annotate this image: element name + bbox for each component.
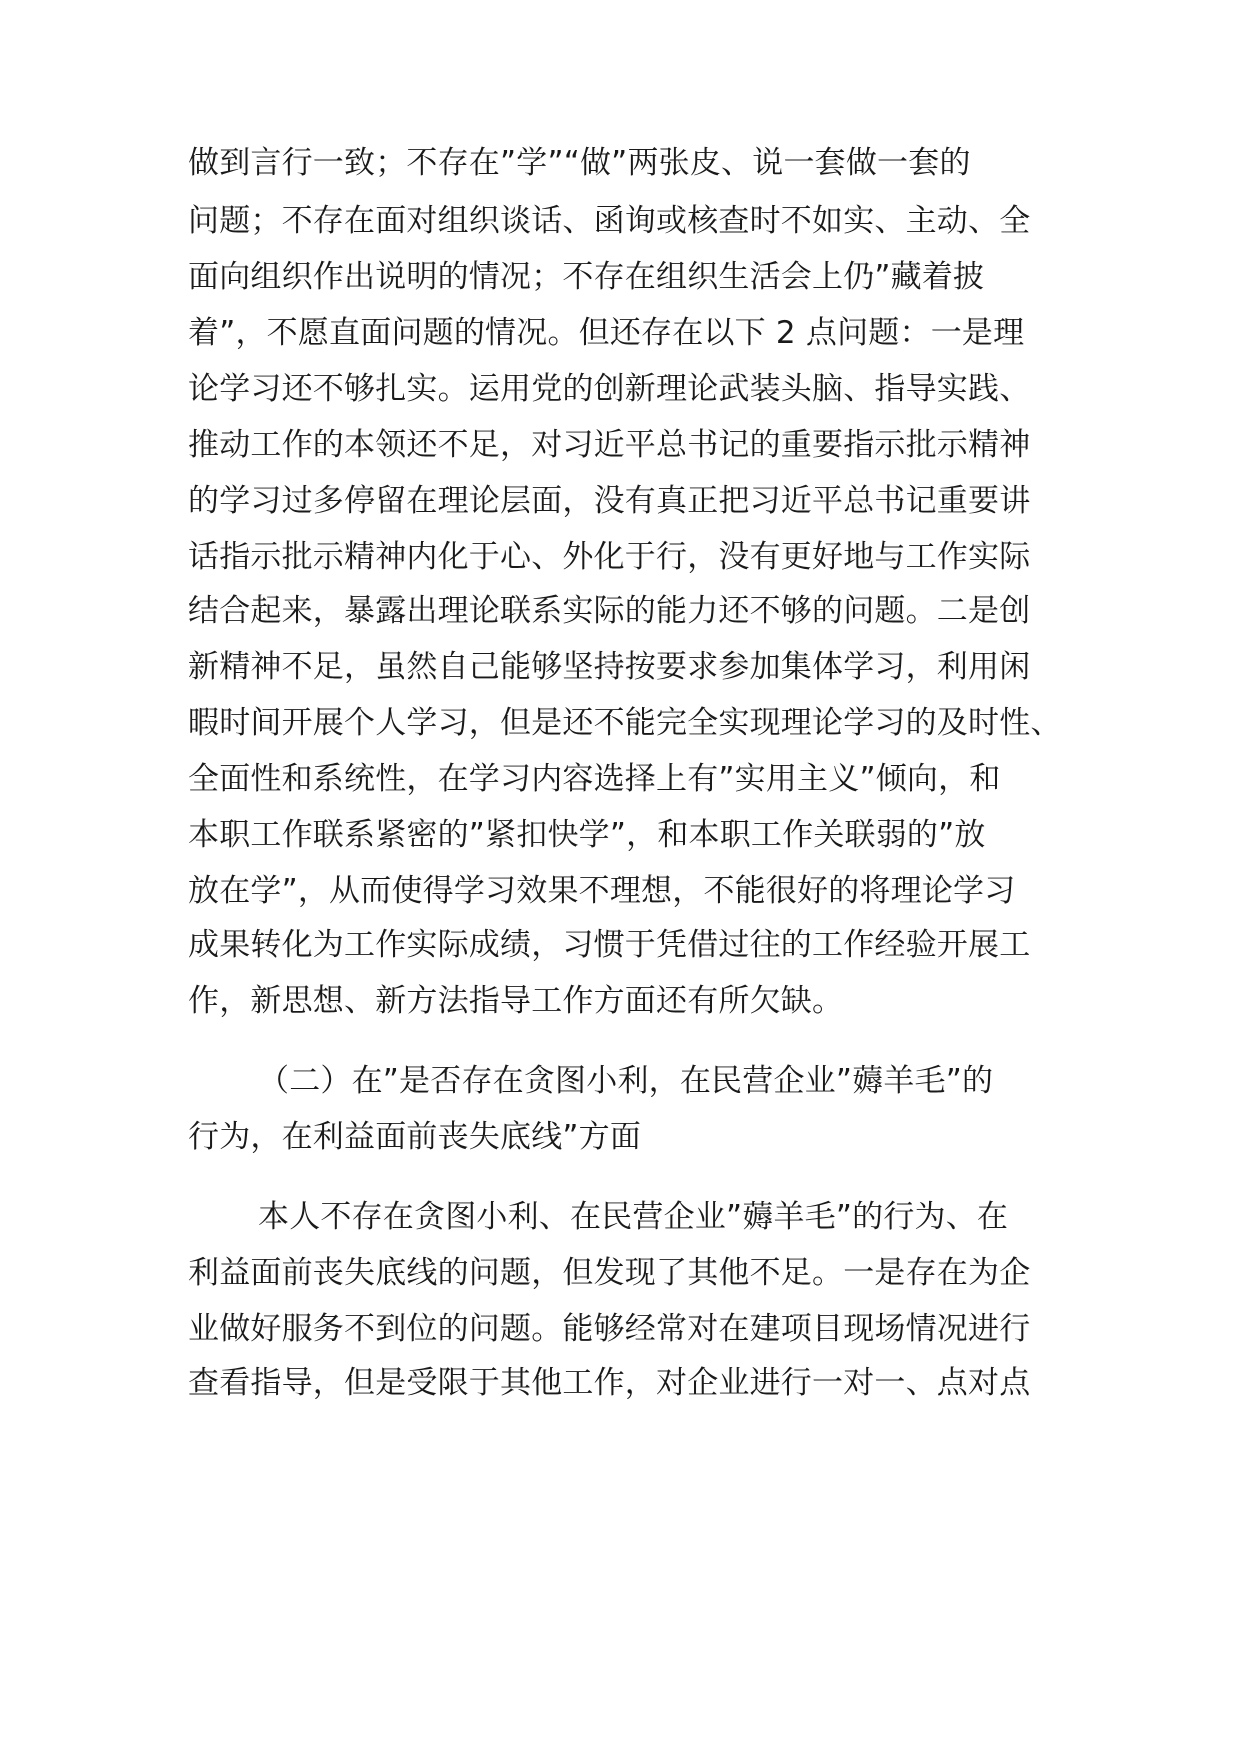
paragraph1-line-6: 推动工作的本领还不足，对习近平总书记的重要指示批示精神 <box>188 427 1031 463</box>
paragraph1-line-16: 作，新思想、新方法指导工作方面还有所欠缺。 <box>188 983 844 1019</box>
paragraph2-line-4: 查看指导，但是受限于其他工作，对企业进行一对一、点对点 <box>188 1365 1031 1401</box>
paragraph1-line-3: 面向组织作出说明的情况；不存在组织生活会上仍”藏着披 <box>188 259 985 295</box>
paragraph1-line-1: 做到言行一致；不存在”学”“做”两张皮、说一套做一套的 <box>188 145 971 181</box>
section-heading-line-1: （二）在”是否存在贪图小利，在民营企业”薅羊毛”的 <box>258 1063 994 1099</box>
paragraph1-line-8: 话指示批示精神内化于心、外化于行，没有更好地与工作实际 <box>188 539 1031 575</box>
paragraph1-line-7: 的学习过多停留在理论层面，没有真正把习近平总书记重要讲 <box>188 483 1031 519</box>
paragraph1-line-4: 着”，不愿直面问题的情况。但还存在以下 2 点问题：一是理 <box>188 315 1025 351</box>
paragraph1-line-9: 结合起来，暴露出理论联系实际的能力还不够的问题。二是创 <box>188 593 1031 629</box>
paragraph1-line-12: 全面性和系统性，在学习内容选择上有”实用主义”倾向，和 <box>188 761 1001 797</box>
paragraph1-line-14: 放在学”，从而使得学习效果不理想，不能很好的将理论学习 <box>188 873 1016 909</box>
paragraph1-line-2: 问题；不存在面对组织谈话、函询或核查时不如实、主动、全 <box>188 203 1031 239</box>
paragraph1-line-15: 成果转化为工作实际成绩，习惯于凭借过往的工作经验开展工 <box>188 927 1031 963</box>
paragraph1-line-10: 新精神不足，虽然自己能够坚持按要求参加集体学习，利用闲 <box>188 649 1031 685</box>
paragraph1-line-5: 论学习还不够扎实。运用党的创新理论武装头脑、指导实践、 <box>188 371 1031 407</box>
paragraph2-line-3: 业做好服务不到位的问题。能够经常对在建项目现场情况进行 <box>188 1311 1031 1347</box>
section-heading-line-2: 行为，在利益面前丧失底线”方面 <box>188 1119 642 1155</box>
paragraph1-line-13: 本职工作联系紧密的”紧扣快学”，和本职工作关联弱的”放 <box>188 817 986 853</box>
paragraph2-line-2: 利益面前丧失底线的问题，但发现了其他不足。一是存在为企 <box>188 1255 1031 1291</box>
paragraph2-line-1: 本人不存在贪图小利、在民营企业”薅羊毛”的行为、在 <box>258 1199 1009 1235</box>
paragraph1-line-11: 暇时间开展个人学习，但是还不能完全实现理论学习的及时性、 <box>188 705 1062 741</box>
